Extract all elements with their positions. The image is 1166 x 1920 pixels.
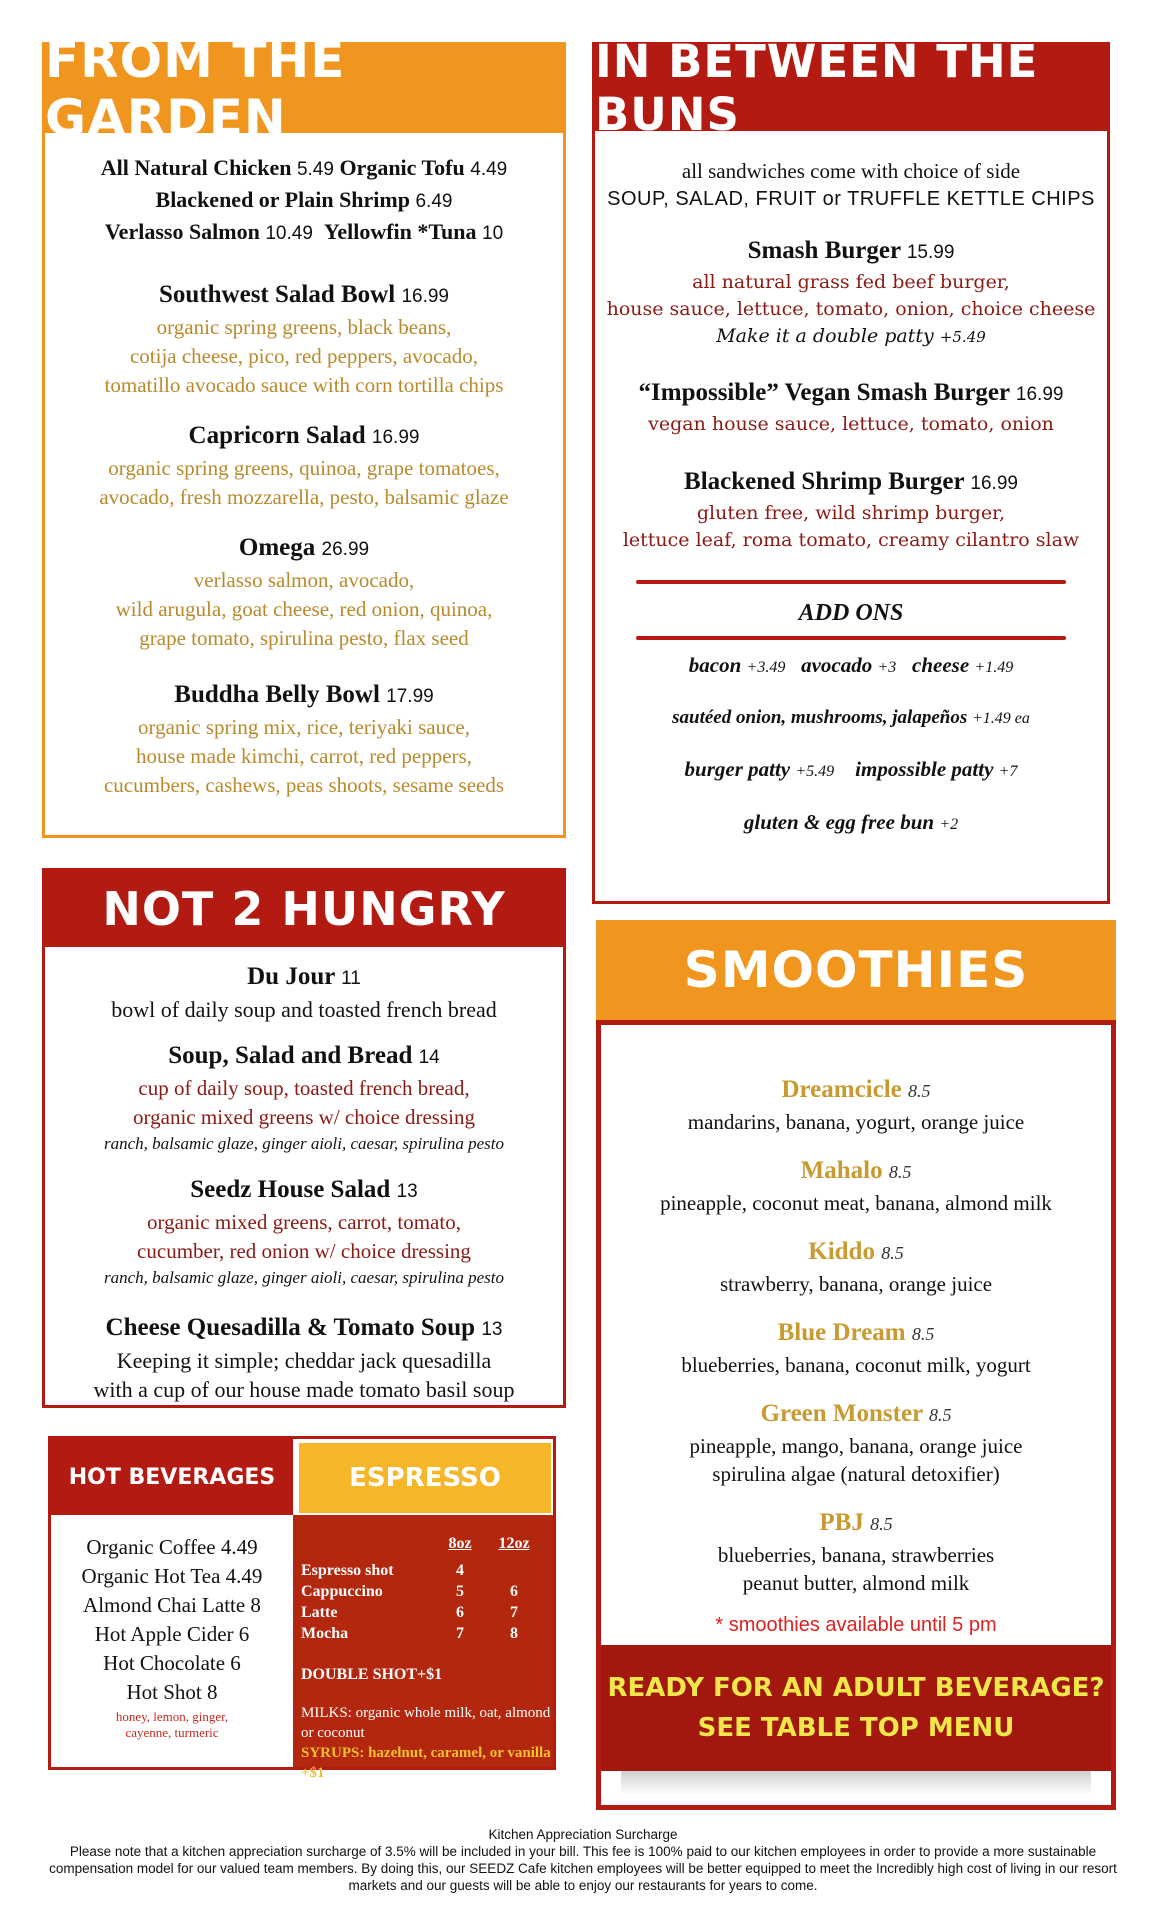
protein-name: Verlasso Salmon — [104, 219, 260, 244]
menu-item-desc: organic spring greens, quinoa, grape tomatoes, avocado, fresh mozzarella, pesto, balsamic glaze — [99, 456, 509, 509]
dressing-options: ranch, balsamic glaze, ginger aioli, caesar, spirulina pesto — [104, 1268, 504, 1287]
menu-item-desc: Keeping it simple; cheddar jack quesadilla with a cup of our house made tomato basil soup — [93, 1348, 515, 1402]
menu-item-price: 14 — [418, 1047, 440, 1068]
menu-item-price: 13 — [481, 1319, 503, 1340]
protein-price: 6.49 — [415, 191, 453, 212]
menu-item-name: Southwest Salad Bowl 16.99 — [159, 281, 449, 308]
protein-name: All Natural Chicken — [100, 155, 292, 180]
hungry-title: NOT 2 HUNGRY — [45, 871, 563, 947]
surcharge-footer — [40, 1826, 1126, 1894]
adult-line: READY FOR AN ADULT BEVERAGE? — [607, 1673, 1105, 1703]
hungry-panel — [42, 868, 566, 1408]
menu-item-desc: gluten free, wild shrimp burger, lettuce leaf, roma tomato, creamy cilantro slaw — [622, 502, 1080, 551]
menu-item-name: Soup, Salad and Bread 14 — [168, 1042, 440, 1069]
protein-line — [45, 153, 563, 185]
menu-item-extra: Make it a double patty +5.49 — [716, 325, 986, 347]
smoothie-desc: mandarins, banana, yogurt, orange juice — [687, 1110, 1025, 1134]
menu-item-price: 13 — [396, 1181, 418, 1202]
menu-item-name: Cheese Quesadilla & Tomato Soup 13 — [105, 1314, 503, 1341]
smoothie-name: Kiddo 8.5 — [808, 1238, 904, 1265]
menu-item-name: Blackened Shrimp Burger 16.99 — [684, 468, 1018, 495]
smoothie-desc: pineapple, coconut meat, banana, almond milk — [660, 1191, 1052, 1215]
menu-item-name: Omega 26.99 — [238, 534, 370, 561]
garden-panel — [42, 31, 566, 838]
dressing-options: ranch, balsamic glaze, ginger aioli, caesar, spirulina pesto — [104, 1134, 504, 1153]
sides-intro: all sandwiches come with choice of side — [681, 159, 1021, 183]
addons-title: ADD ONS — [798, 600, 904, 626]
buns-title: IN BETWEEN THE BUNS — [595, 45, 1107, 131]
table-row: Latte 6 7 — [301, 1604, 518, 1621]
list-item: Hot Chocolate 6 — [103, 1651, 241, 1675]
sides-list: SOUP, SALAD, FRUIT or TRUFFLE KETTLE CHIPS — [607, 188, 1095, 210]
protein-price: 10.49 — [265, 223, 313, 244]
menu-item-price: 16.99 — [1015, 384, 1064, 405]
espresso-title: ESPRESSO — [299, 1443, 551, 1513]
adult-beverage-banner — [601, 1645, 1111, 1771]
list-item: Hot Apple Cider 6 — [94, 1622, 250, 1646]
menu-item-price: 16.99 — [371, 427, 420, 448]
protein-price: 5.49 — [296, 159, 334, 180]
menu-item-name: Capricorn Salad 16.99 — [188, 422, 420, 449]
addon-line: burger patty +5.49 impossible patty +7 — [684, 757, 1018, 781]
addon-line: sautéed onion, mushrooms, jalapeños +1.49 ea — [672, 707, 1030, 728]
hungry-body — [45, 961, 563, 1404]
protein-name: Organic Tofu — [339, 155, 465, 180]
menu-item-desc: vegan house sauce, lettuce, tomato, onion — [648, 413, 1054, 435]
smoothie-desc: pineapple, mango, banana, orange juice spirulina algae (natural detoxifier) — [689, 1434, 1023, 1486]
protein-line — [45, 185, 563, 217]
menu-item-name: Smash Burger 15.99 — [747, 237, 955, 264]
hot-beverages-list — [51, 1533, 293, 1741]
smoothie-desc: blueberries, banana, coconut milk, yogurt — [681, 1353, 1031, 1377]
syrup-options: SYRUPS: hazelnut, caramel, or vanilla +$1 — [301, 1745, 551, 1781]
smoothie-name: Green Monster 8.5 — [760, 1400, 952, 1427]
menu-item-name: Buddha Belly Bowl 17.99 — [174, 681, 434, 708]
smoothies-panel — [596, 1020, 1116, 1810]
garden-body — [45, 153, 563, 800]
milk-options: MILKS: organic whole milk, oat, almond or coconut — [301, 1705, 551, 1741]
adult-line: SEE TABLE TOP MENU — [697, 1713, 1015, 1743]
addon-line: gluten & egg free bun +2 — [743, 810, 959, 834]
table-row: Cappuccino 5 6 — [301, 1583, 518, 1600]
smoothies-title: SMOOTHIES — [683, 941, 1029, 999]
menu-item-desc: organic mixed greens, carrot, tomato, cucumber, red onion w/ choice dressing — [137, 1210, 471, 1263]
menu-item-desc: verlasso salmon, avocado, wild arugula, goat cheese, red onion, quinoa, grape tomato, spirulina pesto, flax seed — [115, 568, 493, 650]
beverages-panel — [48, 1436, 556, 1781]
list-item: Organic Hot Tea 4.49 — [81, 1564, 263, 1588]
table-row: Mocha 7 8 — [301, 1625, 518, 1642]
table-row: Espresso shot 4 — [301, 1562, 464, 1579]
size-header: 12oz — [498, 1535, 530, 1552]
menu-item-desc: organic spring mix, rice, teriyaki sauce, house made kimchi, carrot, red peppers, cucumbers, cashews, peas shoots, sesame seeds — [103, 715, 505, 797]
hot-beverages-title: HOT BEVERAGES — [51, 1439, 293, 1515]
protein-line — [45, 217, 563, 249]
menu-item-price: 11 — [341, 968, 361, 989]
menu-item-price: 16.99 — [401, 286, 449, 307]
size-header: 8oz — [448, 1535, 472, 1552]
menu-item-name: “Impossible” Vegan Smash Burger 16.99 — [638, 379, 1064, 406]
footer-text: Please note that a kitchen appreciation surcharge of 3.5% will be included in your bill. This fee is 100% paid to our kitchen employees in order to provide a more sustainable compensation model for our valued team members. By doing this, our SEEDZ Cafe kitchen employees will be better equipped to meet the Incredibly high cost of living in our resort markets and our guests will be able to enjoy our restaurants for years to come. — [49, 1844, 1117, 1893]
menu-item-price: 17.99 — [386, 686, 434, 707]
smoothie-note: * smoothies available until 5 pm — [715, 1614, 997, 1636]
smoothie-name: Blue Dream 8.5 — [777, 1319, 935, 1346]
espresso-body — [293, 1515, 553, 1781]
hot-shot-note: honey, lemon, ginger, cayenne, turmeric — [115, 1709, 229, 1740]
menu-item-price: 15.99 — [906, 242, 955, 263]
protein-name: Blackened or Plain Shrimp — [155, 187, 410, 212]
menu-item-name: Seedz House Salad 13 — [190, 1176, 418, 1203]
smoothie-desc: blueberries, banana, strawberries peanut butter, almond milk — [717, 1543, 995, 1595]
protein-price: 4.49 — [470, 159, 508, 180]
banner-shadow — [621, 1771, 1091, 1795]
list-item: Almond Chai Latte 8 — [83, 1593, 261, 1617]
footer-title: Kitchen Appreciation Surcharge — [488, 1827, 678, 1842]
protein-name: Yellowfin *Tuna — [323, 219, 477, 244]
menu-item-price: 16.99 — [970, 473, 1018, 494]
menu-item-desc: bowl of daily soup and toasted french bread — [111, 997, 497, 1022]
smoothie-name: Mahalo 8.5 — [800, 1157, 912, 1184]
menu-item-desc: organic spring greens, black beans, cotija cheese, pico, red peppers, avocado, tomatillo avocado sauce with corn tortilla chips — [104, 315, 504, 397]
menu-item-price: 26.99 — [321, 539, 370, 560]
espresso-table — [301, 1533, 541, 1644]
smoothies-body — [601, 1073, 1111, 1639]
addon-line: bacon +3.49 avocado +3 cheese +1.49 — [688, 653, 1014, 677]
smoothie-desc: strawberry, banana, orange juice — [719, 1272, 993, 1296]
menu-item-name: Du Jour 11 — [247, 963, 361, 990]
menu-item-desc: all natural grass fed beef burger, house sauce, lettuce, tomato, onion, choice cheese — [606, 271, 1096, 320]
protein-price: 10 — [482, 223, 504, 244]
list-item: Organic Coffee 4.49 — [86, 1535, 258, 1559]
smoothie-name: PBJ 8.5 — [819, 1509, 893, 1536]
smoothies-header — [596, 920, 1116, 1020]
smoothie-name: Dreamcicle 8.5 — [781, 1076, 931, 1103]
buns-panel — [592, 35, 1110, 904]
menu-item-desc: cup of daily soup, toasted french bread, organic mixed greens w/ choice dressing — [133, 1076, 475, 1129]
double-shot: DOUBLE SHOT+$1 — [301, 1666, 443, 1683]
buns-body — [595, 157, 1107, 840]
garden-title: FROM THE GARDEN — [45, 45, 563, 133]
list-item: Hot Shot 8 — [126, 1680, 218, 1704]
